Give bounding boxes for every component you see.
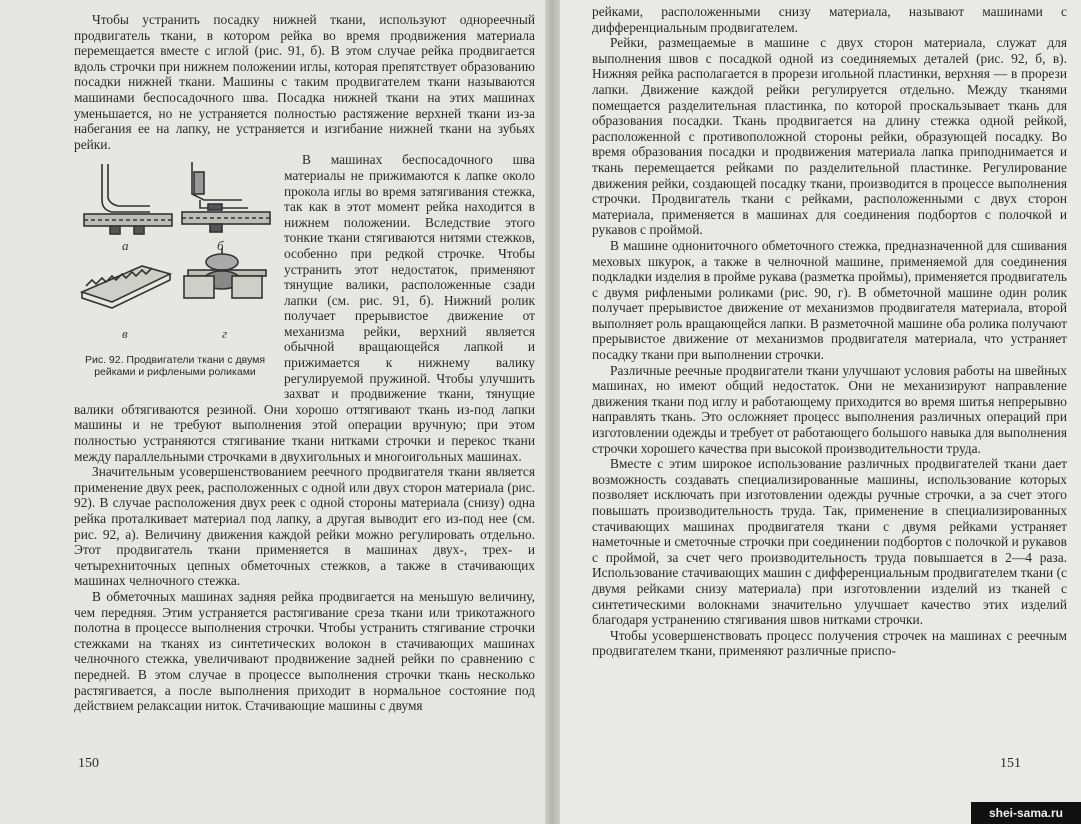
- figure-caption: Рис. 92. Продвигатели ткани с двумя рейками и рифлеными роликами: [84, 354, 266, 379]
- paragraph: Значительным усовершенствованием реечного продвигателя ткани является применение двух реек, расположенных с одной или двух сторон материала (рис. 92). В случае расположения двух реек с одной стороны материала (снизу) одна рейка проталкивает материал под лапку, а другая выводит его из-под нее (см. рис. 92, а). Величину движения каждой рейки можно регулировать отдельно. Этот продвигатель ткани применяется в машинах двух-, трех- и четырехниточных цепных обметочных стежков, а также в стачивающих машинах челночного стежка.: [74, 464, 535, 589]
- page-number: 150: [78, 756, 99, 771]
- paragraph: Рейки, размещаемые в машине с двух сторон материала, служат для выполнения швов с посадкой одной из соединяемых деталей (рис. 92, б, в). Нижняя рейка располагается в прорези игольной пластинки, верхняя — в прорези лапки. Движение каждой рейки регулируется отдельно. Между тканями помещается разделительная пластинка, по которой проскальзывает ткань для образования посадки. Ткань продвигается на длину стежка одной рейкой, расположенной с противоположной стороны рейки, образующей посадку. Во время образования посадки и продвижения материала лапка приподнимается и ткань перемещается рейками по разделительной пластинке. Регулирование движения рейки, создающей посадку ткани, производится в процессе выполнения строчки. Продвигатель ткани с рейками, расположенными с двух сторон материала, применяется в машинах для соединения подбортов с полочкой и рукавов с проймой.: [592, 35, 1067, 238]
- paragraph: В машинах беспосадочного шва материалы не прижимаются к лапке около прокола иглы во время затягивания стежка, так как в этот момент рейка находится в нижнем положении. Вследствие этого тонкие ткани стягиваются нитями стежков, особенно при редкой строчке. Чтобы устранить этот недостаток, применяют тянущие валики, расположенные сзади лапки (см. рис. 91, б). Нижний ролик получает прерывистое движение от механизма рейки, верхний является обычной вращающейся лапкой и прижимается к нижнему валику регулируемой пружиной. Чтобы улучшить захват и продвижение ткани, тянущие валики обтягиваются резиной. Они хорошо оттягивают ткань из-под лапки машины и не требуют выполнения этой операции вручную; при этом полностью устраняются стягивание ткани нитками строчки и перекос ткани между параллельными строчками в двухигольных и многоигольных машинах.: [74, 152, 535, 464]
- paragraph: Вместе с этим широкое использование различных продвигателей ткани дает возможность создавать специализированные машины, использование которых позволяет исключать при изготовлении одежды ручные строчки, а за счет этого повышать производительность труда. Так, применение в специализированных стачивающих машинах продвигателя ткани с двумя рейками устраняет наметочные и сметочные строчки при соединении подбортов с полочкой и рукавов с проймой, за счет чего производительность труда повышается в 2—4 раза. Использование стачивающих машин с дифференциальным продвигателем ткани (с двумя рейками снизу материала) при изготовлении изделий из тканей с синтетическими волокнами значительно улучшает качество этих изделий благодаря устранению стягивания швов нитками строчки.: [592, 456, 1067, 628]
- paragraph: В обметочных машинах задняя рейка продвигается на меньшую величину, чем передняя. Этим устраняется растягивание среза ткани или трикотажного полотна в процессе выполнения строчки. Чтобы устранить стягивание строчки стежками на тканях из синтетических волокон в стачивающих машинах челночного стежка, увеличивают продвижение задней рейки по сравнению с передней. В этом случае в процессе выполнения строчки ткань несколько растягивается, а после выполнения приходит в нормальное состояние под действием релаксации ниток. Стачивающие машины с двумя: [74, 588, 535, 714]
- paragraph: В машине однониточного обметочного стежка, предназначенной для сшивания меховых шкурок, а также в челночной машине, применяемой для соединения подкладки изделия в пройме рукава (разметка проймы), применяется продвигатель с двумя рифлеными роликами (рис. 90, г). В обметочной машине один ролик получает прерывистое движение от механизмов продвигателя материала, второй выполняет роль вращающейся лапки. В разметочной машине оба ролика получают прерывистое движение от механизмов продвигателя материала, что устраняет посадку ткани при выполнении строчки.: [592, 237, 1067, 363]
- paragraph: Чтобы усовершенствовать процесс получения строчек на машинах с реечным продвигателем ткани, применяют различные приспо-: [592, 627, 1067, 659]
- paragraph: Чтобы устранить посадку нижней ткани, используют однореечный продвигатель ткани, в котором рейка во время продвижения материала перемещается вместе с иглой (рис. 91, б). В этом случае рейка продвигается вдоль строчки при нижнем положении иглы, которая препятствует образованию посадки нижней ткани. Машины с таким продвигателем ткани называются машинами беспосадочного шва. Посадка нижней ткани на этих машинах уменьшается, но не устраняется полностью растяжение верхней ткани из-за набегания ее на лапку, не устраняется и изгибание нижней ткани на зубьях рейки.: [74, 12, 535, 152]
- figure-label-a: а: [122, 238, 129, 254]
- right-page: [560, 0, 1081, 824]
- figure-label-g: г: [222, 326, 228, 342]
- figure-92: [72, 152, 278, 390]
- page-number: 151: [1000, 756, 1021, 771]
- feed-mechanisms-illustration: [72, 152, 278, 352]
- book-gutter: [545, 0, 560, 824]
- figure-label-b: б: [217, 238, 224, 254]
- watermark: shei-sama.ru: [971, 802, 1081, 824]
- paragraph: рейками, расположенными снизу материала, называют машинами с дифференциальным продвигателем.: [592, 4, 1067, 35]
- figure-label-v: в: [122, 326, 128, 342]
- paragraph: Различные реечные продвигатели ткани улучшают условия работы на швейных машинах, но имеют общий недостаток. Они не механизируют направление движения ткани под иглу и работающему приходится во время шитья непрерывно направлять ткань. Это осложняет процесс выполнения различных операций при изготовлении одежды и требует от работающего большого навыка для выполнения строчки хорошего качества при высокой производительности труда.: [592, 362, 1067, 456]
